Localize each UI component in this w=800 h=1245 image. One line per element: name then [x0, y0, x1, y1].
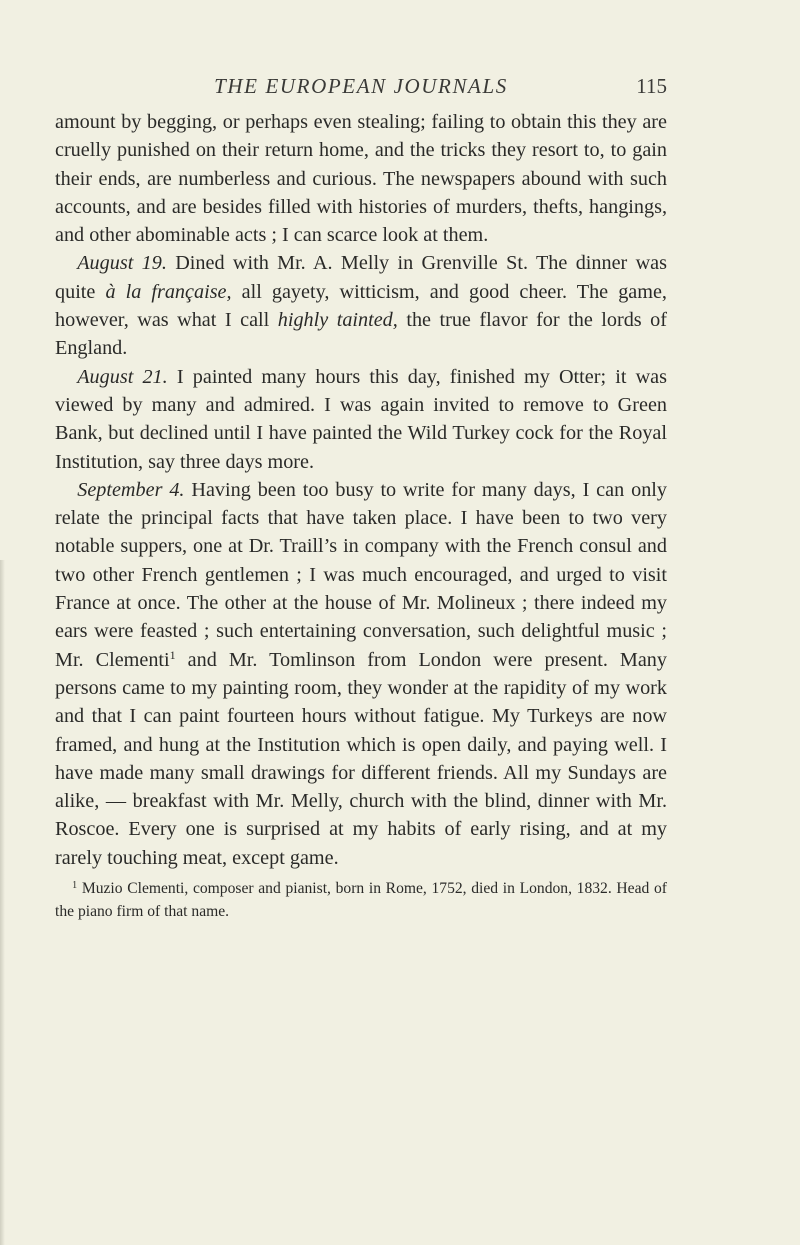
book-page	[55, 74, 667, 923]
entry-date: August 21.	[77, 365, 168, 388]
entry-text: I painted many hours this day, finished my Otter; it was viewed by many and admired. I was again invited to remove to Green Bank, but declined until I have painted the Wild Turkey cock for the Royal Institution, say three days more.	[55, 365, 668, 473]
footnote-mark: 1	[72, 880, 78, 892]
running-head: THE EUROPEAN JOURNALS	[214, 74, 508, 98]
journal-entry-august-21	[55, 363, 667, 476]
entry-text: the true flavor for the lords of England.	[55, 309, 667, 360]
journal-entry-september-4	[55, 476, 667, 872]
body-text	[55, 108, 667, 872]
italic-phrase: highly tainted,	[277, 309, 398, 332]
italic-phrase: à la française,	[105, 280, 232, 303]
page-edge-shadow	[0, 560, 5, 1245]
entry-text: Having been too busy to write for many days, I can only relate the principal facts that have taken place. I have been to two very notable suppers, one at Dr. Traill’s in company with the French consul and two other French gentlemen ; I was much encouraged, and urged to visit France at once. The other at the house of Mr. Molineux ; there indeed my ears were feasted ; such entertaining conversation, such delightful music ; Mr. Clementi	[55, 478, 667, 671]
footnote-text: Muzio Clementi, composer and pianist, born in Rome, 1752, died in London, 1832. Head of the piano firm of that name.	[55, 880, 667, 920]
page-number: 115	[636, 74, 667, 98]
entry-text: all gayety, witticism, and good cheer. The game, however, was what I call	[55, 280, 667, 332]
journal-entry-august-19	[55, 249, 667, 362]
page-header	[55, 74, 667, 108]
entry-text: Dined with Mr. A. Melly in Grenville St. The dinner was quite	[55, 252, 667, 303]
footnote	[55, 878, 667, 923]
footnote-reference[interactable]: 1	[169, 647, 176, 662]
paragraph-continued: amount by begging, or perhaps even stealing; failing to obtain this they are cruelly punished on their return home, and the tricks they resort to, to gain their ends, are numberless and curious. The newspapers abound with such accounts, and are besides filled with histories of murders, thefts, hangings, and other abominable acts ; I can scarce look at them.	[55, 111, 667, 247]
entry-text: and Mr. Tomlinson from London were present. Many persons came to my painting room, they wonder at the rapidity of my work and that I can paint fourteen hours without fatigue. My Turkeys are now framed, and hung at the Institution which is open daily, and paying well. I have made many small drawings for different friends. All my Sundays are alike, — breakfast with Mr. Melly, church with the blind, dinner with Mr. Roscoe. Every one is surprised at my habits of early rising, and at my rarely touching meat, except game.	[55, 648, 667, 869]
entry-date: September 4.	[77, 478, 185, 501]
entry-date: August 19.	[77, 252, 167, 275]
